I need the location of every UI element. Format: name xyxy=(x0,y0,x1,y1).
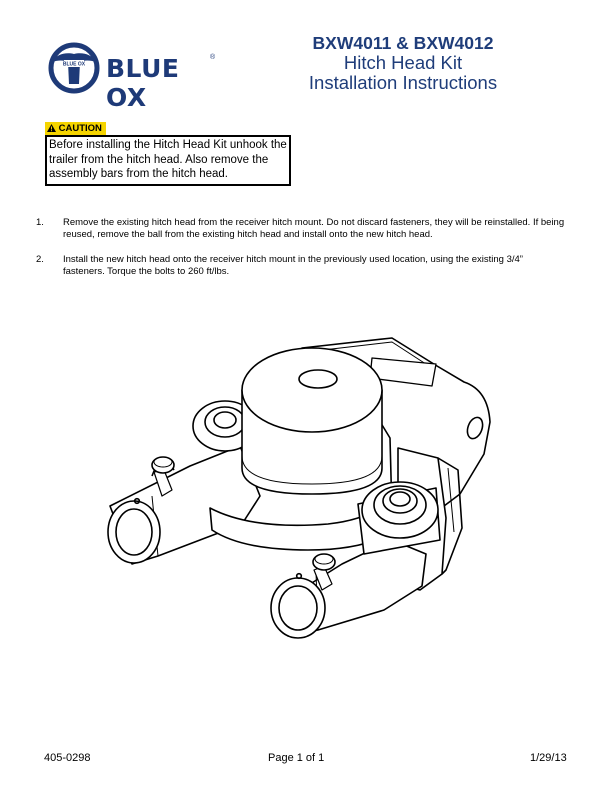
logo-badge-text: BLUE OX xyxy=(62,61,86,68)
caution-label xyxy=(45,122,106,136)
caution-box: Before installing the Hitch Head Kit unhook the trailer from the hitch head. Also remove the assembly bars from the hitch head. xyxy=(45,135,291,186)
right-socket-inner xyxy=(279,586,317,630)
step-item xyxy=(36,254,566,278)
blue-ox-logo xyxy=(46,40,226,112)
step-number: 1. xyxy=(36,217,44,228)
document-header xyxy=(298,34,508,93)
step-text: Remove the existing hitch head from the receiver hitch mount. Do not discard fasteners, they will be reinstalled. If being reused, remove the ball from the existing hitch head and install onto the new hitch head. xyxy=(63,217,565,240)
step-item xyxy=(36,217,566,241)
instruction-steps xyxy=(36,217,566,291)
warning-triangle-icon xyxy=(47,124,56,132)
cylinder-top xyxy=(242,348,382,432)
document-subtitle: Installation Instructions xyxy=(308,72,498,93)
hitch-head-illustration xyxy=(92,318,532,658)
caution-label-text: CAUTION xyxy=(58,123,102,134)
page-number: Page 1 of 1 xyxy=(268,752,325,764)
ox-head-icon xyxy=(46,40,106,96)
model-numbers: BXW4011 & BXW4012 xyxy=(312,33,494,53)
document-title: Hitch Head Kit xyxy=(343,52,463,73)
part-number: 405-0298 xyxy=(44,752,91,764)
document-date: 1/29/13 xyxy=(530,752,567,764)
left-socket-inner xyxy=(116,509,152,555)
brand-name: BLUE OX xyxy=(106,54,180,112)
registered-mark: ® xyxy=(210,54,216,61)
step-text: Install the new hitch head onto the receiver hitch mount in the previously used location, using the existing 3/4” fasteners. Torque the bolts to 260 ft/lbs. xyxy=(63,254,523,277)
step-number: 2. xyxy=(36,254,44,265)
